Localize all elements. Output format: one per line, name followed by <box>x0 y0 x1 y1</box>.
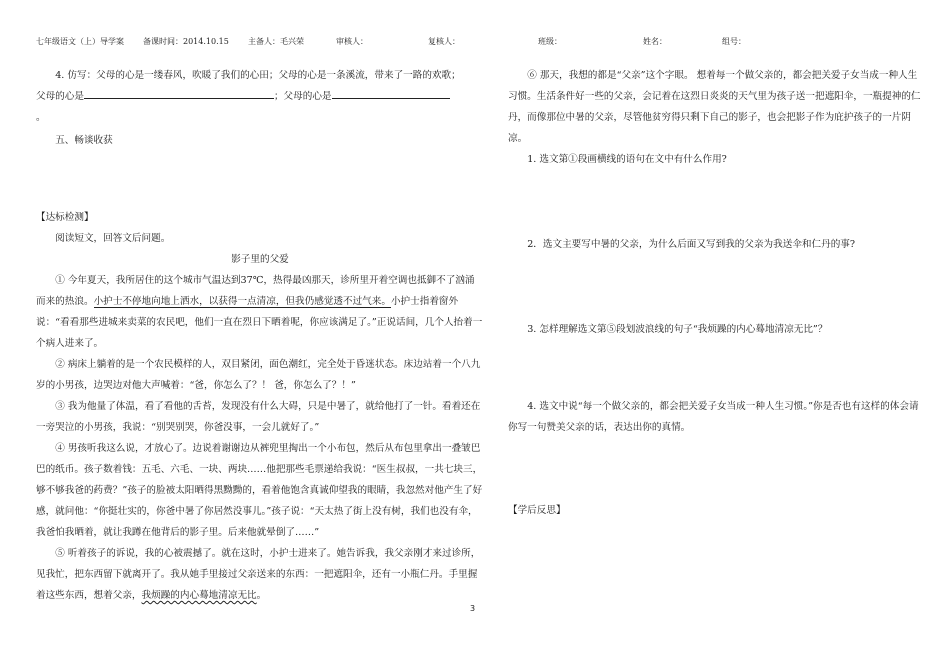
paragraph-1-start: ① 今年夏天，我所居住的这个城市气温达到37℃，热得最凶那天，诊所里开着空调也抵御不了汹涌而来的热浪。 <box>36 275 475 307</box>
paragraph-3: ③ 我为他量了体温，看了看他的舌苔，发现没有什么大碍，只是中暑了，就给他打了一针。看着还在一旁哭泣的小男孩，我说：“别哭别哭，你爸没事，一会儿就好了。” <box>36 401 481 433</box>
answer-space-3[interactable] <box>508 340 924 396</box>
header-group: 组号： <box>722 37 746 46</box>
reflection-heading: 【学后反思】 <box>508 505 566 516</box>
imitation-question-line2 <box>36 86 484 107</box>
imitation-question-line1: 4. 仿写：父母的心是一缕春风，吹暖了我们的心田；父母的心是一条溪流，带来了一路的欢歌； <box>55 70 461 81</box>
story-title: 影子里的父爱 <box>231 254 289 265</box>
imitation-prompt-b: ；父母的心是 <box>273 91 332 102</box>
imitation-period: 。 <box>36 112 46 123</box>
page-number: 3 <box>470 604 476 613</box>
header-rereviewer: 复核人： <box>428 37 460 46</box>
answer-space-1[interactable] <box>508 170 924 234</box>
header-class: 班级： <box>538 37 562 46</box>
header-course: 七年级语文（上）导学案 <box>36 37 124 46</box>
left-column <box>36 65 484 606</box>
paragraph-1-end: 小护士指着窗外说：“看看那些进城来卖菜的农民吧，他们一直在烈日下晒着呢，你应该满足了。”正说话间，几个人抬着一个病人进来了。 <box>36 296 483 349</box>
question-4: 4. 选文中说“每一个做父亲的，都会把关爱子女当成一种人生习惯。”你是否也有这样的体会请你写一句赞美父亲的话，表达出你的真情。 <box>508 401 919 433</box>
question-3: 3. 怎样理解选文第⑤段划波浪线的句子“我烦躁的内心蓦地清凉无比”？ <box>527 324 828 335</box>
underlined-sentence: 小护士不停地向地上洒水，以获得一点清凉，但我仍感觉透不过气来。 <box>93 296 391 307</box>
answer-space-2[interactable] <box>508 255 924 319</box>
paragraph-5 <box>36 543 484 606</box>
paragraph-5-start: ⑤ 听着孩子的诉说，我的心被震撼了。就在这时，小护士进来了。她告诉我，我父亲刚才来过诊所，见我忙，把东西留下就离开了。我从她手里接过父亲送来的东西：一把遮阳伞，还有一小瓶仁丹。手里握着这些东西，想着父亲， <box>36 548 481 601</box>
paragraph-4: ④ 男孩听我这么说，才放心了。边说着谢谢边从裤兜里掏出一个小布包，然后从布包里拿出一叠皱巴巴的纸币。孩子数着钱：五毛、六毛、一块、两块……他把那些毛票递给我说：“医生叔叔，一共七块三，够不够我爸的药费？”孩子的脸被太阳晒得黑黝黝的，看着他饱含真诚仰望我的眼睛，我忽然对他产生了好感，就问他：“你挺壮实的，你爸中暑了你居然没事儿。”孩子说：“天太热了街上没有树，我们也没有伞，我爸怕我晒着，就让我蹲在他背后的影子里。后来他就晕倒了……” <box>36 443 483 538</box>
paragraph-5-end: 。 <box>256 590 267 601</box>
header-preparer: 主备人：毛兴荣 <box>248 37 304 46</box>
reading-instruction: 阅读短文，回答文后问题。 <box>55 233 171 244</box>
answer-blank-2[interactable] <box>332 87 450 99</box>
question-2: 2．选文主要写中暑的父亲，为什么后面又写到我的父亲为我送伞和仁丹的事? <box>527 239 856 250</box>
header-name: 姓名： <box>643 37 667 46</box>
paragraph-1 <box>36 270 484 354</box>
answer-space-4[interactable] <box>508 438 924 500</box>
header-prep-date: 备课时间：2014.10.15 <box>143 37 229 46</box>
wavy-underlined-sentence: 我烦躁的内心蓦地清凉无比 <box>141 590 257 601</box>
paragraph-2: ② 病床上躺着的是一个农民模样的人，双目紧闭，面色潮红，完全处于昏迷状态。床边站着一个八九岁的小男孩，边哭边对他大声喊着：“爸，你怎么了？！ 爸，你怎么了？！” <box>36 359 481 391</box>
section-five-heading: 五、畅谈收获 <box>55 135 113 146</box>
question-1: 1. 选文第①段画横线的语句在文中有什么作用? <box>527 154 727 165</box>
check-heading: 【达标检测】 <box>36 212 94 223</box>
answer-blank-1[interactable] <box>84 87 274 99</box>
imitation-prompt-a: 父母的心是 <box>36 91 84 102</box>
header-reviewer: 审核人： <box>336 37 368 46</box>
paragraph-6: ⑥ 那天，我想的都是“父亲”这个字眼。 想着每一个做父亲的，都会把关爱子女当成一种人生习惯。生活条件好一些的父亲，会记着在这烈日炎炎的天气里为孩子送一把遮阳伞，一瓶提神的仁丹，而像那位中暑的父亲，尽管他贫穷得只剩下自己的影子，也会把影子作为庇护孩子的一片阴凉。 <box>508 70 921 144</box>
right-column <box>508 65 924 521</box>
